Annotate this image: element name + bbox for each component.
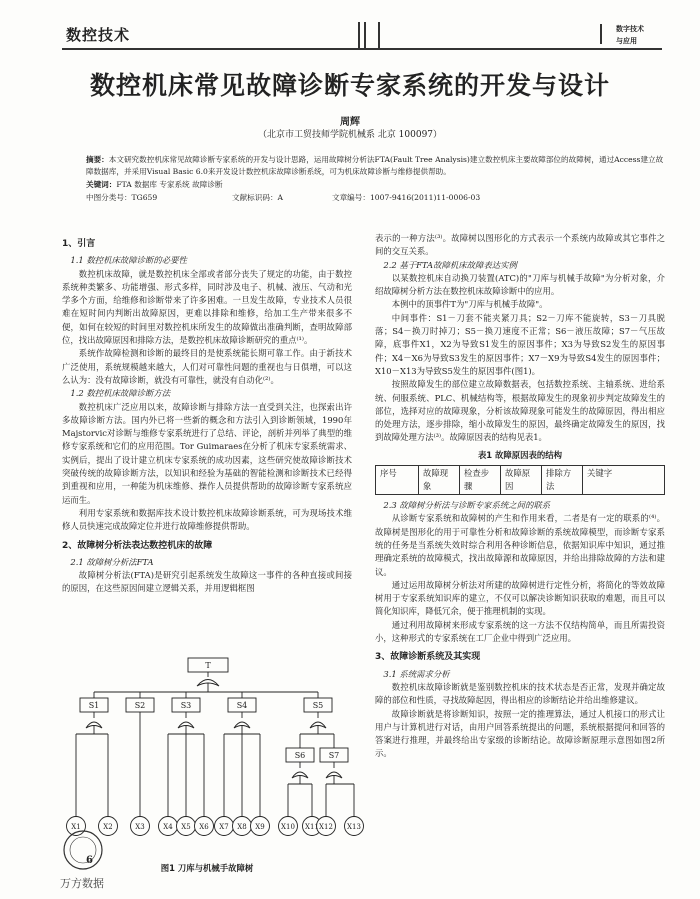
- paragraph: 数控机床故障诊断就是鉴别数控机床的技术状态是否正常，发现并确定故障的部位和性质，寻找故障起因，得出相应的诊断结论并给出维修建议。: [375, 681, 665, 706]
- abstract-text: 本文研究数控机床常见故障诊断专家系统的开发与设计思路，运用故障树分析法FTA(Fault Tree Analysis)建立数控机床主要故障部位的故障树，通过Access建立故障数据库，并采用Visual Basic 6.0来开发设计数控机床故障诊断系统，可为机床故障诊断与维修提供帮助。: [86, 155, 664, 176]
- header-divider-bars: [356, 22, 382, 48]
- subsection-heading: 2.2 基于FTA故障机床故障表达实例: [383, 259, 517, 270]
- table-cell: 关键字: [583, 466, 665, 495]
- table-cell: 故障现象: [419, 466, 460, 495]
- paragraph: 利用专家系统和数据库技术设计数控机床故障诊断系统，可为现场技术维修人员快速完成故障定位并进行故障维修提供帮助。: [62, 507, 352, 532]
- subsection-heading: 1.1 数控机床故障诊断的必要性: [70, 255, 187, 266]
- page-number: 6: [86, 855, 93, 866]
- paragraph: 数控机床故障，就是数控机床全部或者部分丧失了规定的功能，由于数控系统种类繁多、功能增强、形式多样，同时涉及电子、机械、液压、气动和光学多个方面，给维修和诊断带来了许多困难。一旦发生故障，专业技术人员很难在短时间内判断出故障原因，更难以排除和维修，给加工生产带来很多不便，如何在较短的时间里对数控机床所发生的故障做出准确判断，查明故障部位，找出故障原因和排除方法，是数控机床故障诊断研究的重点⁽¹⁾。: [62, 268, 352, 346]
- right-column: [375, 232, 665, 761]
- left-column: [62, 232, 352, 596]
- paragraph: 本例中的顶事件T为"刀库与机械手故障"。: [391, 299, 548, 310]
- fault-tree-figure: [62, 656, 367, 856]
- fault-tree-leaf-label: X9: [255, 823, 265, 831]
- fault-tree-label: S7: [328, 751, 340, 760]
- table-caption: 表1 故障原因表的结构: [477, 449, 563, 460]
- section-heading: 2、故障树分析法表达数控机床的故障: [62, 540, 213, 551]
- keywords: [86, 179, 223, 190]
- paragraph: 通过运用故障树分析法对所建的故障树进行定性分析，将简化的等效故障树用于专家系统知识库的建立，不仅可以解决诊断知识获取的难题，而且可以简化知识库，降低冗余，便于推理机制的实现。: [375, 579, 665, 617]
- fault-cause-table: [375, 465, 665, 495]
- fault-tree-leaf-label: X12: [319, 823, 333, 831]
- table-cell: 故障原因: [501, 466, 542, 495]
- figure-caption: 图1 刀库与机械手故障树: [160, 863, 254, 873]
- affiliation: （北京市工贸技师学院机械系 北京 100097）: [257, 130, 443, 140]
- paragraph: 故障诊断就是将诊断知识，按照一定的推理算法，通过人机接口的形式让用户与计算机进行对话，由用户回答系统提出的问题，系统根据提问和回答的答案进行推理，并最终给出专家级的诊断结论。故障诊断原理示意图如图2所示。: [375, 708, 665, 759]
- abstract: [86, 154, 666, 178]
- fault-tree-label: T: [205, 661, 211, 670]
- logo-line-1: 数字技术: [616, 25, 644, 33]
- paragraph: 通过利用故障树来形成专家系统的这一方法不仅结构简单，而且所需投资小，这种形式的专家系统在工厂企业中得到广泛应用。: [375, 619, 665, 644]
- logo-mark-icon: [600, 24, 614, 44]
- fault-tree-label: S1: [88, 701, 100, 710]
- header-rule: [62, 48, 662, 50]
- fault-tree-label: S2: [134, 701, 146, 710]
- paper-title: 数控机床常见故障诊断专家系统的开发与设计: [89, 71, 610, 100]
- fault-tree-leaf-label: X1: [71, 823, 81, 831]
- right-column-top: [375, 232, 665, 445]
- subsection-heading: 2.3 故障树分析法与诊断专家系统之间的联系: [383, 500, 551, 511]
- table-row: [376, 466, 665, 495]
- fault-tree-label: S3: [180, 701, 192, 710]
- author: 周辉: [340, 117, 360, 128]
- fault-tree-leaf-label: X5: [181, 823, 191, 831]
- clc-number: 中图分类号：TG659: [86, 193, 158, 202]
- document-code: 文献标识码：A: [232, 193, 284, 202]
- fault-tree-leaf-label: X7: [219, 823, 229, 831]
- paragraph: 以某数控机床自动换刀装置(ATC)的"刀库与机械手故障"为分析对象，介绍故障树分析方法在数控机床故障诊断中的应用。: [375, 272, 665, 297]
- paragraph: 系统作故障检测和诊断的最终目的是使系统能长期可靠工作。由于新技术广泛使用，系统规模越来越大，人们对可靠性问题的重视也与日俱增，可以这么认为：没有故障诊断，就没有可靠性，就没有自动化⁽²⁾。: [62, 348, 352, 385]
- paragraph: 从诊断专家系统和故障树的产生和作用来看，二者是有一定的联系的⁽⁴⁾。故障树是图形化的用于可靠性分析和故障诊断的系统故障模型，而诊断专家系统的任务是当系统失效时综合利用各种诊断信息，依据知识库中知识，通过推理确定系统的故障模式，找出故障源和故障原因，并给出排除故障的方法和建议。: [375, 513, 665, 577]
- fault-tree-leaf-label: X10: [281, 823, 295, 831]
- subsection-heading: 1.2 数控机床故障诊断方法: [70, 388, 171, 399]
- article-number: 文章编号：1007-9416(2011)11-0006-03: [332, 193, 481, 202]
- keywords-label: 关键词：: [86, 180, 117, 189]
- fault-tree-label: S5: [312, 701, 324, 710]
- paragraph: 数控机床广泛应用以来，故障诊断与排除方法一直受到关注，也探索出许多故障诊断方法。国内外已将一些新的概念和方法引入到诊断领域，1990年Majstorvic对诊断与维修专家系统进行了总结、评论，剖析并列举了典型的维修专家系统和它们的应用范围。Tor Guimaraes在分析了机床专家系统需求、实例后，提出了设计建立机床专家系统的成功因素，这些研究使故障诊断技术突破传统的故障诊断方法，以知识和经验为基础的智能检测和诊断技术已经得到重视和应用，一种能为机床维修、操作人员提供帮助的故障诊断专家系统应运而生。: [62, 401, 352, 505]
- fault-tree-label: S4: [236, 701, 248, 710]
- journal-section-title: 数控技术: [66, 26, 131, 44]
- page-number-badge: [60, 826, 106, 872]
- section-heading: 3、故障诊断系统及其实现: [375, 652, 481, 663]
- watermark: 万方数据: [60, 877, 104, 890]
- section-heading: 1、引言: [62, 239, 96, 249]
- right-column-bottom: [375, 499, 665, 761]
- fault-tree-leaf-label: X11: [305, 823, 319, 831]
- fault-tree-leaf-label: X8: [237, 823, 247, 831]
- table-cell: 序号: [376, 466, 419, 495]
- abstract-label: 摘要：: [86, 155, 109, 164]
- journal-logo: [598, 22, 662, 48]
- paragraph: 故障树分析法(FTA)是研究引起系统发生故障这一事件的各种直接或间接的原因，在这些原因间建立逻辑关系，并用逻辑框图: [62, 570, 352, 594]
- paragraph: 按照故障发生的部位建立故障数据表，包括数控系统、主轴系统、进给系统、伺服系统、PLC、机械结构等，根据故障发生的现象初步判定故障发生的部位，选择对应的故障现象，分析该故障现象可能发生的故障原因，得出相应的处理方法，逐步排除，缩小故障发生的原因，最终确定故障发生的原因，找到故障处理方法⁽³⁾。故障原因表的结构见表1。: [375, 379, 665, 443]
- subsection-heading: 3.1 系统需求分析: [383, 668, 450, 679]
- fault-tree-leaf-label: X13: [347, 823, 361, 831]
- fault-tree-label: S6: [294, 751, 306, 760]
- table-cell: 排除方法: [542, 466, 583, 495]
- subsection-heading: 2.1 故障树分析法FTA: [70, 556, 154, 567]
- table-cell: 检查步骤: [460, 466, 501, 495]
- fault-tree-leaf-label: X3: [135, 823, 145, 831]
- paragraph: 表示的一种方法⁽³⁾。故障树以图形化的方式表示一个系统内故障或其它事件之间的交互关系。: [375, 233, 665, 257]
- logo-line-2: 与应用: [616, 37, 637, 45]
- paragraph: 中间事件：S1－刀套不能夹紧刀具；S2－刀库不能旋转，S3－刀具脱落；S4－换刀时掉刀；S5－换刀速度不正常；S6－液压故障；S7－气压故障，底事件X1，X2为导致S1发生的原因事件；X3为导致S2发生的原因事件；X4－X6为导致S3发生的原因事件；X7－X9为导致S4发生的原因事件；X10－X13为导致S5发生的原因事件(图1)。: [375, 312, 665, 376]
- keywords-text: FTA 数据库 专家系统 故障诊断: [116, 180, 223, 189]
- fault-tree-leaf-label: X4: [163, 823, 173, 831]
- fault-tree-leaf-label: X2: [103, 823, 113, 831]
- fault-tree-leaf-label: X6: [199, 823, 209, 831]
